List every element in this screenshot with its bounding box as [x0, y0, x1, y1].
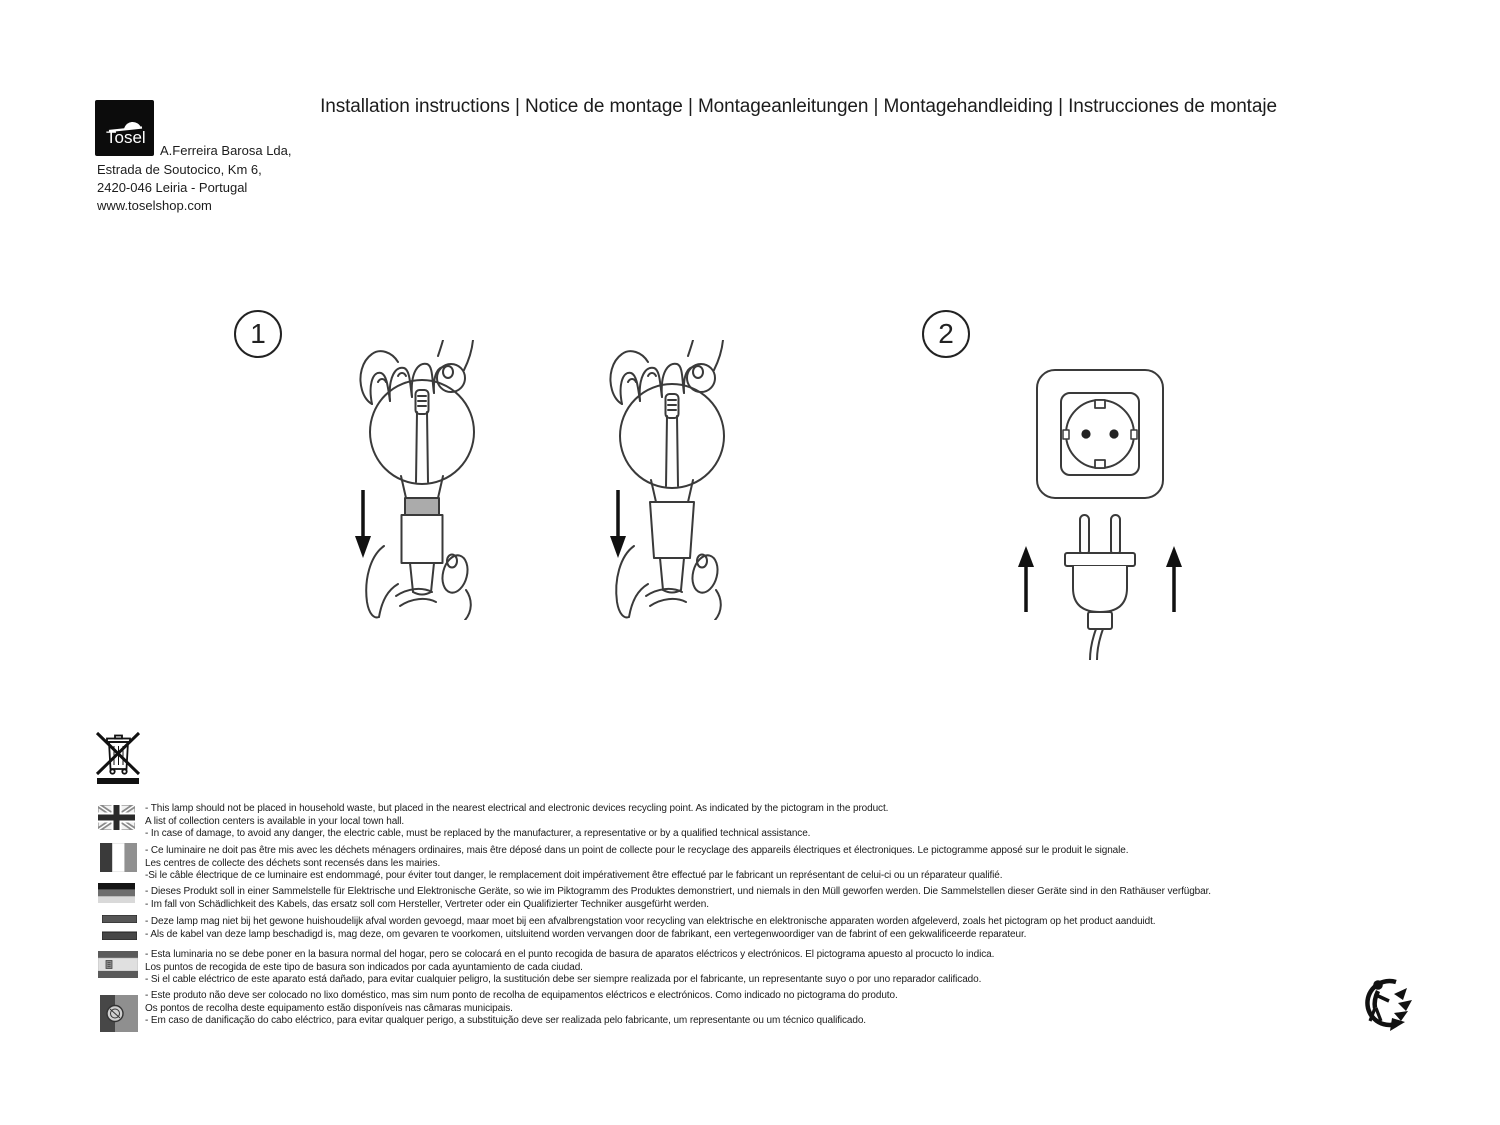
notice-line: - Als de kabel van deze lamp beschadigd is, mag deze, om gevaren te voorkomen, uitsluitend worden vervangen door de fabrikant, een vertegenwoordiger van de fabrint of een gekwalificeerde reparateur.: [145, 928, 1027, 940]
notice-line: - Esta luminaria no se debe poner en la basura normal del hogar, pero se colocará en el punto recogida de basura de aparatos eléctricos y electrónicos. El pictograma apuesto al procucto lo indica.: [145, 949, 995, 960]
uk-flag-icon: [98, 805, 135, 830]
notice-line: - In case of damage, to avoid any danger, the electric cable, must be replaced by the manufacturer, a representative or by a qualified technical assistance.: [145, 828, 811, 840]
germany-flag-icon: [98, 883, 135, 903]
lamp-socket-icon: [402, 498, 443, 595]
step1-illustration-a: [338, 340, 503, 620]
notice-english: [145, 803, 888, 841]
tosel-logo-text: Tosel: [106, 128, 146, 147]
notice-line: Les centres de collecte des déchets sont recensés dans les mairies.: [145, 857, 441, 869]
spain-flag-icon: [98, 951, 138, 978]
company-address-line: 2420-046 Leiria - Portugal: [97, 180, 248, 195]
plug-icon: [1065, 515, 1135, 660]
company-address: [97, 161, 262, 215]
weee-crossed-bin-icon: [94, 730, 142, 786]
notice-line: - Im fall von Schädlichkeit des Kabels, das ersatz soll com Hersteller, Vertreter oder ein Qualifizierter Techniker ausgefürht werden.: [145, 898, 709, 910]
netherlands-flag-icon: [102, 915, 137, 940]
upper-hand-icon: [360, 340, 473, 404]
up-arrow-icon: [1018, 546, 1034, 612]
page-title: Installation instructions | Notice de montage | Montageanleitungen | Montagehandleiding | Instrucciones de montaje: [320, 96, 1277, 117]
notice-german: [145, 886, 1211, 911]
step-1-number: 1: [250, 318, 266, 349]
notice-french: [145, 845, 1128, 883]
tosel-logo-icon: [95, 100, 154, 156]
notice-line: - Em caso de danificação do cabo eléctrico, para evitar qualquer perigo, a substituição deve ser realizada pelo fabricante, um representante ou um técnico qualificado.: [145, 1015, 866, 1027]
step2-illustration: [1000, 360, 1220, 660]
step-1-badge: [234, 310, 282, 358]
notice-spanish: [145, 949, 994, 987]
notice-line: -Si le câble électrique de ce luminaire est endommagé, pour éviter tout danger, le remplacement doit impérativement être effectué par le fabricant un représentant de celui-ci ou un réparateur qualifié.: [145, 870, 1003, 882]
lamp-socket-icon: [650, 502, 694, 593]
notice-dutch: [145, 916, 1156, 941]
down-arrow-icon: [610, 490, 626, 558]
notice-line: - Si el cable eléctrico de este aparato está dañado, para evitar cualquier peligro, la sustitución debe ser siempre realizada por el fabricante, un representante suyo o por uno reparador calificado.: [145, 974, 982, 986]
triman-recycling-icon: [1356, 970, 1418, 1036]
company-name: A.Ferreira Barosa Lda,: [160, 143, 292, 158]
notice-line: - Este produto não deve ser colocado no lixo doméstico, mas sim num ponto de recolha de equipamentos eléctricos e electrónicos. Como indicado no pictograma do produto.: [145, 990, 898, 1001]
step-2-number: 2: [938, 318, 954, 349]
step-2-badge: [922, 310, 970, 358]
company-website: www.toselshop.com: [97, 198, 212, 213]
light-bulb-icon: [370, 380, 474, 498]
notice-line: - This lamp should not be placed in household waste, but placed in the nearest electrical and electronic devices recycling point. As indicated by the pictogram in the product.: [145, 803, 889, 814]
light-bulb-icon: [620, 384, 724, 502]
wall-socket-icon: [1037, 370, 1163, 498]
notice-line: Los puntos de recogida de este tipo de basura son indicados por cada ayuntamiento de cada ciudad.: [145, 961, 583, 973]
notice-line: - Ce luminaire ne doit pas être mis avec les déchets ménagers ordinaires, mais être déposé dans un point de collecte pour le recyclage des appareils électriques et électroniques. Le pictogramme apposé sur le produit le signale.: [145, 845, 1129, 856]
step1-illustration-b: [588, 340, 753, 620]
down-arrow-icon: [355, 490, 371, 558]
portugal-flag-icon: [100, 995, 138, 1032]
tosel-logo: [95, 100, 154, 156]
notice-line: - Deze lamp mag niet bij het gewone huishoudelijk afval worden gevoegd, maar moet bij een afvalbrengstation voor recycling van elektrische en elektronische apparaten worden afgeleverd, zoals het pictogram op het product aanduidt.: [145, 916, 1156, 927]
notice-line: Os pontos de recolha deste equipamento estão disponíveis nas câmaras municipais.: [145, 1002, 513, 1014]
france-flag-icon: [100, 843, 137, 872]
notice-line: - Dieses Produkt soll in einer Sammelstelle für Elektrische und Elektronische Geräte, so wie im Piktogramm des Produktes demonstriert, und niemals in den Müll geworfen werden. Die Sammelstellen dieser Geräte sind in den Rathäuser verfügbar.: [145, 886, 1211, 897]
notice-portuguese: [145, 990, 898, 1028]
company-address-line: Estrada de Soutocico, Km 6,: [97, 162, 262, 177]
up-arrow-icon: [1166, 546, 1182, 612]
notice-line: A list of collection centers is available in your local town hall.: [145, 815, 405, 827]
